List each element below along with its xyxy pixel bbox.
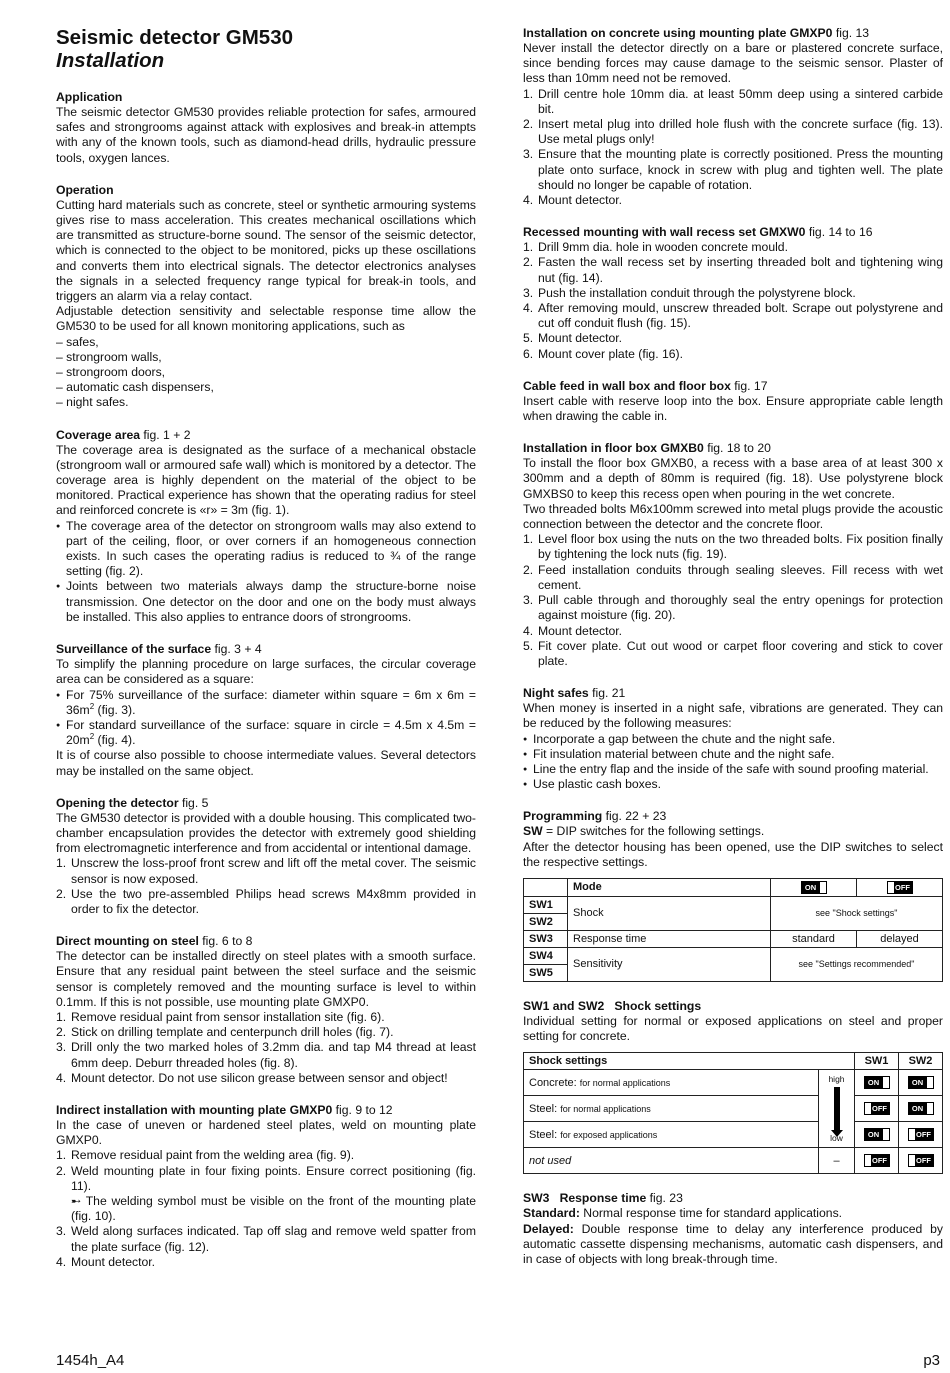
section-heading: Recessed mounting with wall recess set GMXW0 fig. 14 to 16 [523,225,873,240]
paragraph: SW = DIP switches for the following settings. [523,824,765,839]
figure-ref: fig. 14 to 16 [808,225,873,240]
section-heading: Installation on concrete using mounting plate GMXP0 fig. 13 [523,26,870,40]
off-header [857,878,943,896]
list-item: 5. Mount detector. [523,331,623,346]
bullet-list [56,519,476,625]
list-item: ● For 75% surveillance of the surface: diameter within square = 6m x $6m = 36m^2$ (fig. 3). [56,688,476,718]
switch-off-icon: OFF [864,1102,890,1115]
figure-ref: fig. 22 + 23 [605,809,667,824]
figure-ref: fig. 23 [649,1191,683,1206]
table-row: SW5 [524,964,943,981]
section-heading: Operation [56,182,114,197]
figure-ref: fig. 17 [734,378,768,393]
bullet-list [56,688,476,749]
page-number: p3 [923,1352,940,1369]
section-coverage [56,428,476,625]
list-item: 3. Push the installation conduit through the polystyrene block. [523,285,856,300]
switch-on-icon: ON [864,1128,890,1141]
list-item: 3. Ensure that the mounting plate is correctly positioned. Press the mounting plate onto surface, knock in screw with plug and tighten well. The plate should no longer be capable of rotation. [523,147,943,192]
list-item: ● The coverage area of the detector on strongroom walls may also extend to part of the ceiling, floor, or over corners if an homogeneous connection exists. In such cases the operating radius is reduced to ¾ of the range setting (fig. 2). [56,519,476,580]
list-item: – strongroom walls, [56,350,476,365]
step-list [523,240,943,362]
step-list [523,532,943,669]
list-item: 4. Mount detector. [523,623,623,638]
step-list [523,87,943,209]
section-heading: Surveillance of the surface fig. 3 + 4 [56,642,262,657]
switch-on-icon: ON [801,881,827,894]
section-opening [56,796,476,917]
paragraph: After the detector housing has been opened, use the DIP switches to select the respective settings. [523,839,943,869]
section-surveillance [56,642,476,779]
list-item: 1. Remove residual paint from the welding area (fig. 9). [56,1148,355,1163]
section-concrete-installation [523,26,943,208]
figure-ref: fig. 1 + 2 [143,427,191,442]
list-item: ● Incorporate a gap between the chute and the night safe. [523,732,943,747]
right-column [523,26,943,1284]
switch-off-icon: OFF [887,881,913,894]
table-row: SW3 Response time standard delayed [524,930,943,947]
switch-off-icon: OFF [864,1154,890,1167]
section-operation [56,183,476,411]
section-programming [523,809,943,982]
section-floor-box [523,441,943,669]
section-heading: Application [56,90,123,104]
table-row: SW2 [524,913,943,930]
paragraph: It is of course also possible to choose intermediate values. Several detectors may be installed on the same object. [56,748,476,778]
table-row: Concrete: for normal applications high low ON ON [524,1070,943,1096]
shock-settings-table [523,1052,943,1174]
section-heading: Programming fig. 22 + 23 [523,809,667,824]
paragraph: To install the floor box GMXB0, a recess with a base area of at least 300 x 300mm and a depth of 80mm is required (fig. 18). Use polystyrene block GMXBS0 to keep this recess open when pouring in the wet concrete. [523,456,943,501]
list-item: 1. Drill 9mm dia. hole in wooden concrete mould. [523,240,788,255]
section-heading: Coverage area fig. 1 + 2 [56,427,191,442]
paragraph: The GM530 detector is provided with a double housing. This complicated two-chamber encapsulation provides the detector with extremely good shielding from electromagnetic interference and from accidental or intentional damage. [56,810,476,856]
paragraph: Individual setting for normal or exposed applications on steel and proper setting for concrete. [523,1013,943,1044]
list-item: 3. Weld along surfaces indicated. Tap off slag and remove weld spatter from the plate surface (fig. 12). [56,1224,476,1254]
left-column [56,26,476,1287]
list-item: 2. Weld mounting plate in four fixing points. Ensure correct positioning (fig. 11). ➸ The welding symbol must be visible on the front of the mounting plate (fig. 10). [56,1163,476,1224]
section-response-time [523,1191,943,1267]
switch-on-icon: ON [864,1076,890,1089]
table-header-row: Shock settings SW1 SW2 [524,1053,943,1070]
arrow-down-icon [834,1087,840,1131]
section-heading: SW3 Response time fig. 23 [523,1191,683,1206]
document-id: 1454h_A4 [56,1352,125,1369]
bullet-list [523,732,943,793]
welding-note: ➸ The welding symbol must be visible on the front of the mounting plate (fig. 10). [71,1193,476,1224]
list-item: ● Joints between two materials always damp the structure-borne noise transmission. One detector on the door and one on the body must always be installed. This also applies to entrance doors of strongrooms. [56,579,476,625]
list-item: 3. Pull cable through and thoroughly seal the entry openings for protection against moisture (fig. 20). [523,593,943,623]
figure-ref: fig. 5 [181,795,209,810]
list-item: 4. Mount detector. [56,1254,156,1269]
section-heading: SW1 and SW2 Shock settings [523,998,702,1013]
list-item: ● For standard surveillance of the surface: square in circle = 4.5m x $4.5m = 20m^2$ (fig. 4). [56,718,476,748]
section-night-safes [523,686,943,792]
section-heading: Night safes fig. 21 [523,686,626,701]
section-cable-feed [523,379,943,424]
list-item: 1. Drill centre hole 10mm dia. at least 50mm deep using a sintered carbide bit. [523,86,943,116]
list-item: 4. Mount detector. Do not use silicon grease between sensor and object! [56,1070,448,1085]
paragraph: The coverage area is designated as the surface of a mechanical obstacle (strongroom wall or armoured safe wall) which is monitored by a detector. The coverage area is highly dependent on the material of the object to be monitored. Practical experience has shown that the operating radius for steel and reinforced concrete is «r» = 3m (fig. 1). [56,442,476,518]
switch-on-icon: ON [908,1102,934,1115]
switch-off-icon: OFF [908,1128,934,1141]
figure-ref: fig. 18 to 20 [707,441,771,456]
list-item: 3. Drill only the two marked holes of 3.2mm dia. and tap M4 thread at least 6mm deep. Deburr threaded holes (fig. 8). [56,1040,476,1070]
section-indirect-installation [56,1103,476,1270]
switch-on-icon: ON [908,1076,934,1089]
table-header-row [524,878,943,896]
list-item: 1. Remove residual paint from sensor installation site (fig. 6). [56,1009,385,1024]
section-recessed-mounting [523,225,943,362]
figure-ref: fig. 9 to 12 [335,1102,393,1117]
paragraph: Insert cable with reserve loop into the box. Ensure appropriate cable length when drawing the cable in. [523,393,943,424]
section-shock-settings [523,999,943,1174]
list-item: 5. Fit cover plate. Cut out wood or carpet floor covering and stick to cover plate. [523,638,943,668]
paragraph: Two threaded bolts M6x100mm screwed into metal plugs provide the acoustic connection between the detector and the concrete floor. [523,501,943,532]
list-item: – night safes. [56,395,476,410]
paragraph: The seismic detector GM530 provides reliable protection for safes, armoured safes and strongrooms against attack with explosives and break-in attempts with any of the known tools, such as diamond-head drills, hydraulic pressure tools, oxygen lances. [56,105,476,165]
section-heading: Cable feed in wall box and floor box fig. 17 [523,378,768,393]
step-list [56,1010,476,1086]
list-item: ● Fit insulation material between chute and the night safe. [523,747,943,762]
table-row: SW4 Sensitivity see "Settings recommended" [524,947,943,964]
step-list [56,856,476,917]
section-direct-mounting [56,934,476,1086]
paragraph: In the case of uneven or hardened steel plates, weld on mounting plate GMXP0. [56,1117,476,1148]
list-item: 6. Mount cover plate (fig. 16). [523,346,683,361]
list-item: – automatic cash dispensers, [56,380,476,395]
section-heading: Installation in floor box GMXB0 fig. 18 to 20 [523,441,771,456]
paragraph: Adjustable detection sensitivity and selectable response time allow the GM530 to be used for all known monitoring applications, such as [56,304,476,334]
section-heading: Direct mounting on steel fig. 6 to 8 [56,934,253,949]
list-item: 1. Unscrew the loss-proof front screw and lift off the metal cover. The seismic sensor is now exposed. [56,856,476,886]
dip-switch-mode-table [523,878,943,982]
paragraph: When money is inserted in a night safe, vibrations are generated. They can be reduced by the following measures: [523,701,943,731]
list-item: 2. Use the two pre-assembled Philips head screws M4x8mm provided in order to fix the detector. [56,886,476,916]
application-list [56,335,476,411]
mode-header: Mode [568,878,771,896]
figure-ref: fig. 21 [592,686,626,701]
table-row: not used – OFF OFF [524,1148,943,1174]
section-heading: Opening the detector fig. 5 [56,795,209,810]
list-item: ● Use plastic cash boxes. [523,777,943,792]
list-item: 1. Level floor box using the nuts on the two threaded bolts. Fix position finally by tightening the lock nuts (fig. 19). [523,532,943,562]
list-item: 4. After removing mould, unscrew threaded bolt. Scrape out polystyrene and cut off conduit flush (fig. 15). [523,301,943,331]
paragraph: To simplify the planning procedure on large surfaces, the circular coverage area can be considered as a square: [56,657,476,687]
figure-ref: fig. 3 + 4 [214,642,262,657]
document-title: Seismic detector GM530 [56,26,293,49]
list-item: 2. Fasten the wall recess set by inserting threaded bolt and tightening wing nut (fig. 14). [523,255,943,285]
list-item: 2. Insert metal plug into drilled hole flush with the concrete surface (fig. 13). Use metal plugs only! [523,117,943,147]
document-subtitle: Installation [56,49,165,72]
table-row: Steel: for exposed applications ON OFF [524,1122,943,1148]
step-list [56,1148,476,1270]
figure-ref: fig. 6 to 8 [202,934,253,949]
list-item: – safes, [56,335,476,350]
paragraph: The detector can be installed directly on steel plates with a smooth surface. Ensure that any residual paint between the steel surface and the seismic sensor is completely removed and the mounting surface is level to within 0.1mm. If this is not possible, use mounting plate GMXP0. [56,949,476,1009]
paragraph: Delayed: Double response time to delay any interference produced by automatic cassette dispensing mechanisms, automatic cash dispensers, and in case of objects with long break-through time. [523,1221,943,1266]
list-item: 2. Stick on drilling template and centerpunch drill holes (fig. 7). [56,1025,394,1040]
list-item: – strongroom doors, [56,365,476,380]
on-header [771,878,857,896]
paragraph: Never install the detector directly on a bare or plastered concrete surface, since bending forces may cause damage to the seismic sensor. Plaster of less than 10mm need not be removed. [523,41,943,86]
table-row: Steel: for normal applications OFF ON [524,1096,943,1122]
switch-off-icon: OFF [908,1154,934,1167]
section-application [56,90,476,166]
figure-ref: fig. 13 [835,26,870,40]
sensitivity-arrow: high low [819,1070,855,1148]
section-heading: Indirect installation with mounting plate GMXP0 fig. 9 to 12 [56,1102,393,1117]
paragraph: Cutting hard materials such as concrete, steel or synthetic armouring systems gives rise to mass acceleration. This creates mechanical oscillations which are transmitted as structure-borne sound. The sensor of the seismic detector, which is connected to the object to be monitored, picks up these oscillations and converts them into electrical signals. The detector electronics analyses the signals in a selected frequency range typical for break-in tools, and triggers an alarm via a relay contact. [56,197,476,304]
table-row: SW1 Shock see "Shock settings" [524,896,943,913]
list-item: 4. Mount detector. [523,193,623,208]
list-item: ● Line the entry flap and the inside of the safe with sound proofing material. [523,762,943,777]
paragraph: Standard: Normal response time for standard applications. [523,1206,843,1221]
list-item: 2. Feed installation conduits through sealing sleeves. Fill recess with wet cement. [523,562,943,592]
